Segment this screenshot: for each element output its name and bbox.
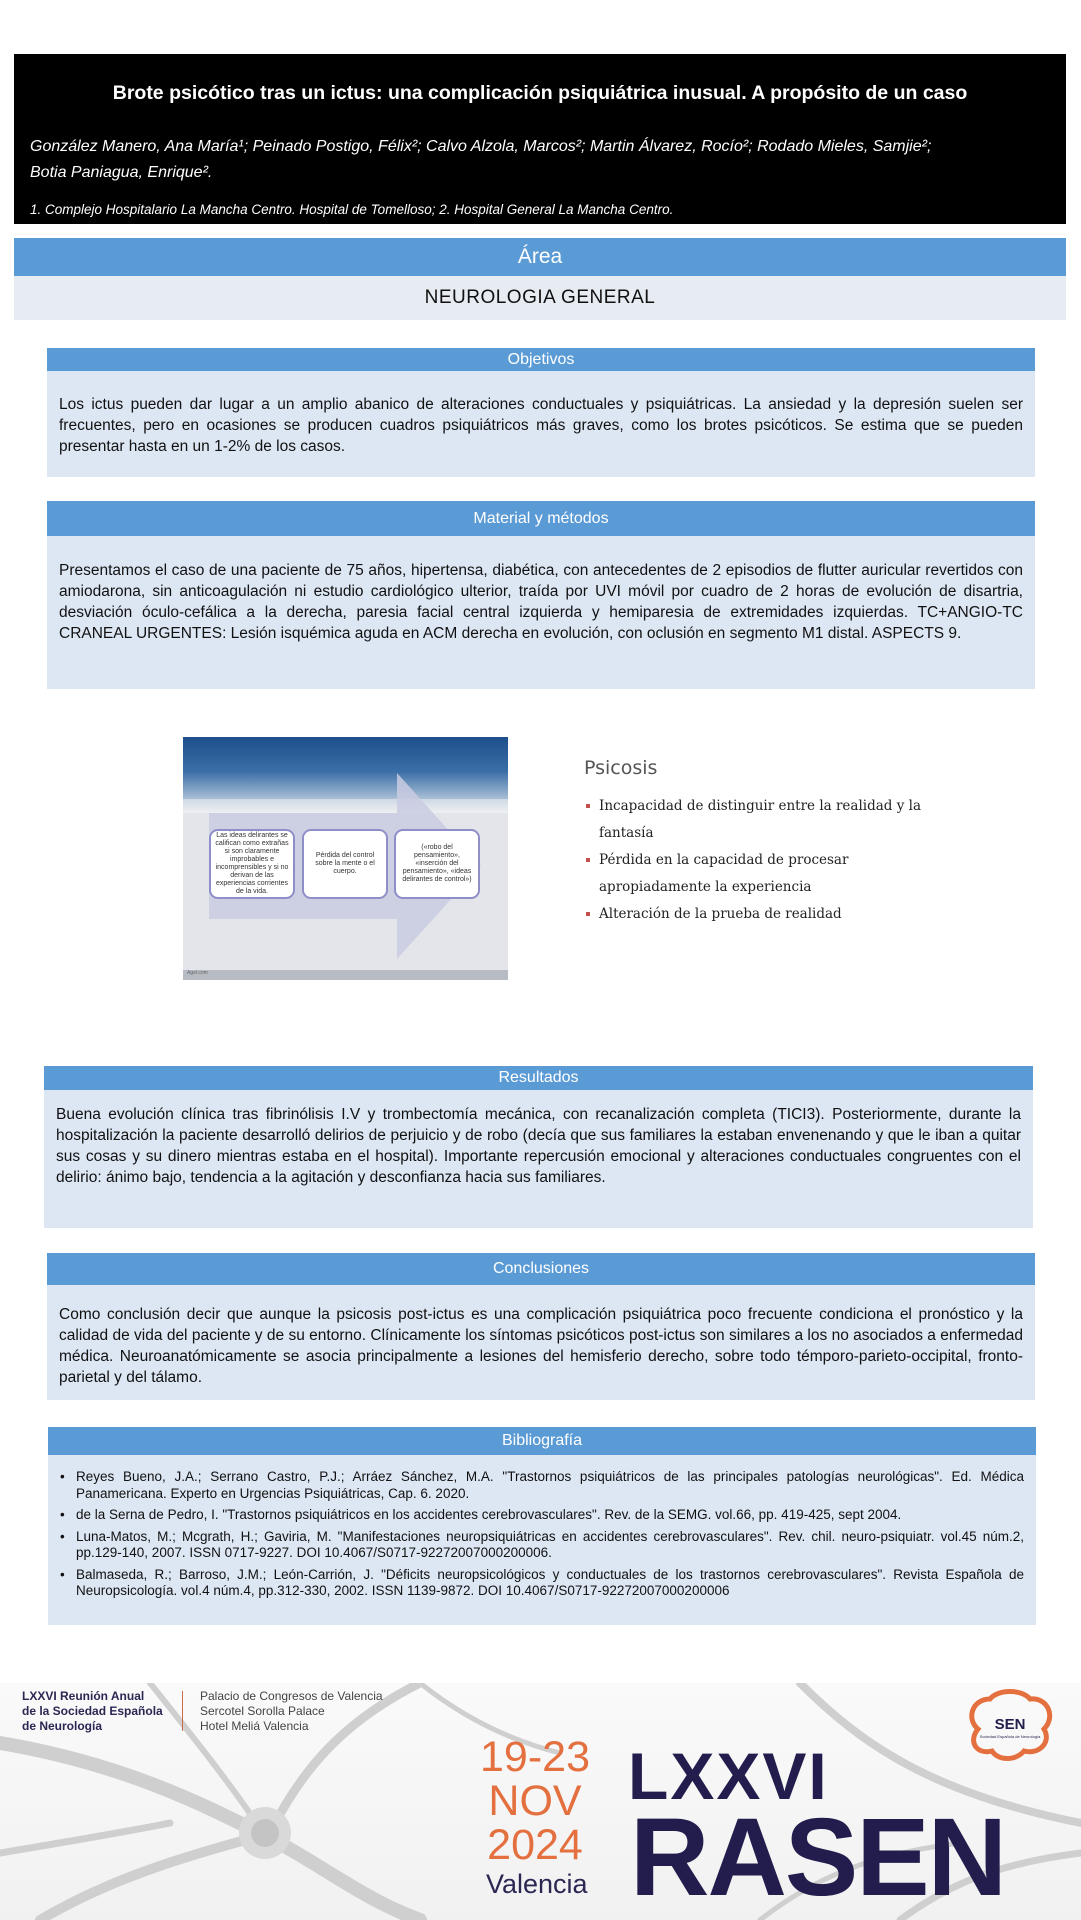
authors [30,134,1050,186]
psicosis-slide [584,757,944,928]
event-number: LXXVI [628,1739,829,1813]
reference-item: • Reyes Bueno, J.A.; Serrano Castro, P.J.; Arráez Sánchez, M.A. "Trastornos psiquiátricos de las principales patologías neurológicas". Ed. Médica Panamericana. Experto en Urgencias Psiquiátricas, Cap. 6. 2020. [60,1469,1024,1502]
material-heading: Material y métodos [47,501,1035,536]
reference-list [60,1469,1024,1600]
psychosis-diagram-image [183,737,508,980]
area-value: NEUROLOGIA GENERAL [14,276,1066,320]
objetivos-text: Los ictus pueden dar lugar a un amplio abanico de alteraciones conductuales y psiquiátricas. La ansiedad y la depresión suelen ser frecuentes, pero en ocasiones se producen cuadros psiquiátricos más graves, como los brotes psicóticos. Se estima que se pueden presentar hasta en un 1-2% de los casos. [59,396,1023,455]
sen-logo [964,1689,1056,1763]
congress-dates [480,1735,590,1867]
diagram-box-2: Pérdida del control sobre la mente o el cuerpo. [302,829,388,899]
diagram-footer [183,970,508,980]
diagram-box-3: («robo del pensamiento», «inserción del pensamiento», «ideas delirantes de control») [394,829,480,899]
reference-item: • de la Serna de Pedro, I. "Trastornos psiquiátricos en los accidentes cerebrovasculares". Rev. de la SEMG. vol.66, pp. 419-425, sept 2004. [60,1507,1024,1524]
reference-item: • Luna-Matos, M.; Mcgrath, H.; Gaviria, M. "Manifestaciones neuropsiquiátricas en accidentes cerebrovasculares". Rev. chil. neuro-psiquiatr. vol.45 núm.2, pp.129-140, 2007. ISSN 0717-9227. DOI 10.4067/S0717-92272007000200006. [60,1529,1024,1562]
venue-line: Sercotel Sorolla Palace [200,1704,325,1718]
resultados-heading: Resultados [44,1066,1033,1090]
bullet-marker [586,912,590,916]
conclusiones-text: Como conclusión decir que aunque la psicosis post-ictus es una complicación psiquiátrica poco frecuente condiciona el pronóstico y la calidad de vida del paciente y de su entorno. Clínicamente los síntomas psicóticos post-ictus son similares a los no asociados a enfermedad médica. Neuroanatómicamente se asocia principalmente a lesiones del hemisferio derecho, sobre todo témporo-parieto-occipital, fronto-parietal y del tálamo. [59,1306,1023,1386]
psicosis-item-text: fantasía [599,825,654,841]
diagram-footer-text: Agel.com [187,970,208,976]
poster-title: Brote psicótico tras un ictus: una complicación psiquiátrica inusual. A propósito de un caso [112,82,968,104]
psicosis-item-text: Incapacidad de distinguir entre la realidad y la [599,798,922,814]
poster-header [14,54,1066,224]
psicosis-title: Psicosis [584,757,658,779]
event-name: RASEN [630,1796,1006,1919]
material-body [47,536,1035,689]
venue-line: Hotel Meliá Valencia [200,1719,309,1733]
bibliografia-heading: Bibliografía [48,1427,1036,1455]
congress-banner [0,1683,1081,1920]
congress-organization [22,1689,163,1734]
conclusiones-body [47,1285,1035,1400]
psicosis-item-text: Pérdida en la capacidad de procesar [599,852,849,868]
resultados-body [44,1090,1033,1228]
org-line: LXXVI Reunión Anual [22,1689,145,1703]
psicosis-item [584,820,944,847]
sen-logo-text: SEN [994,1716,1026,1733]
date-range: 19-23 [480,1733,590,1781]
bibliografia-body [48,1455,1036,1625]
venue-line: Palacio de Congresos de Valencia [200,1689,383,1703]
reference-item: • Balmaseda, R.; Barroso, J.M.; León-Carrión, J. "Déficits neuropsicológicos y conductuales de los trastornos cerebrovasculares". Revista Española de Neuropsicología. vol.4 núm.4, pp.312-330, 2002. ISSN 1139-9872. DOI 10.4067/S0717-92272007000200006 [60,1567,1024,1600]
date-month: NOV [488,1777,582,1825]
authors-line-1: González Manero, Ana María¹; Peinado Postigo, Félix²; Calvo Alzola, Marcos²; Martin Álvarez, Rocío²; Rodado Mieles, Samjie²; [30,138,932,155]
psicosis-item-text: apropiadamente la experiencia [599,879,812,895]
area-heading: Área [14,238,1066,276]
psicosis-item-text: Alteración de la prueba de realidad [599,906,842,922]
bullet-marker [586,858,590,862]
material-text: Presentamos el caso de una paciente de 75 años, hipertensa, diabética, con antecedentes de 2 episodios de flutter auricular revertidos con amiodarona, sin anticoagulación ni estudio cardiológico ulterior, traída por UVI móvil por cuadro de 2 horas de evolución de disartria, desviación óculo-cefálica a la derecha, paresia facial central izquierda y hemiparesia de extremidades izquierdas. TC+ANGIO-TC CRANEAL URGENTES: Lesión isquémica aguda en ACM derecha en evolución, con oclusión en segmento M1 distal. ASPECTS 9. [59,562,1023,642]
conclusiones-heading: Conclusiones [47,1253,1035,1285]
resultados-text: Buena evolución clínica tras fibrinólisis I.V y trombectomía mecánica, con recanalización completa (TICI3). Posteriormente, durante la hospitalización la paciente desarrolló delirios de perjuicio y de robo (decía que sus familiares la estaban envenenando y que le iban a quitar sus cosas y su dinero mientras estaba en el hospital). Importante repercusión emocional y alteraciones conductuales congruentes con el delirio: ánimo bajo, tendencia a la agitación y desconfianza hacia sus familiares. [56,1106,1021,1186]
psicosis-item [584,793,944,820]
sen-logo-subtext: Sociedad Española de Neurología [979,1734,1041,1739]
affiliations: 1. Complejo Hospitalario La Mancha Centro. Hospital de Tomelloso; 2. Hospital General La Mancha Centro. [30,202,674,217]
congress-venues [200,1689,383,1734]
psicosis-list [584,793,944,928]
objetivos-heading: Objetivos [47,348,1035,371]
psicosis-item [584,847,944,874]
banner-divider [182,1691,183,1731]
date-year: 2024 [487,1821,583,1869]
objetivos-body [47,371,1035,477]
congress-city: Valencia [486,1869,588,1899]
bullet-marker [586,804,590,808]
org-line: de la Sociedad Española [22,1704,163,1718]
org-line: de Neurología [22,1719,103,1733]
authors-line-2: Botia Paniagua, Enrique². [30,164,213,181]
diagram-box-1: Las ideas delirantes se califican como extrañas si son claramente improbables e incomprensibles y si no derivan de las experiencias corrientes de la vida. [209,829,295,899]
psicosis-item [584,901,944,928]
psicosis-item [584,874,944,901]
